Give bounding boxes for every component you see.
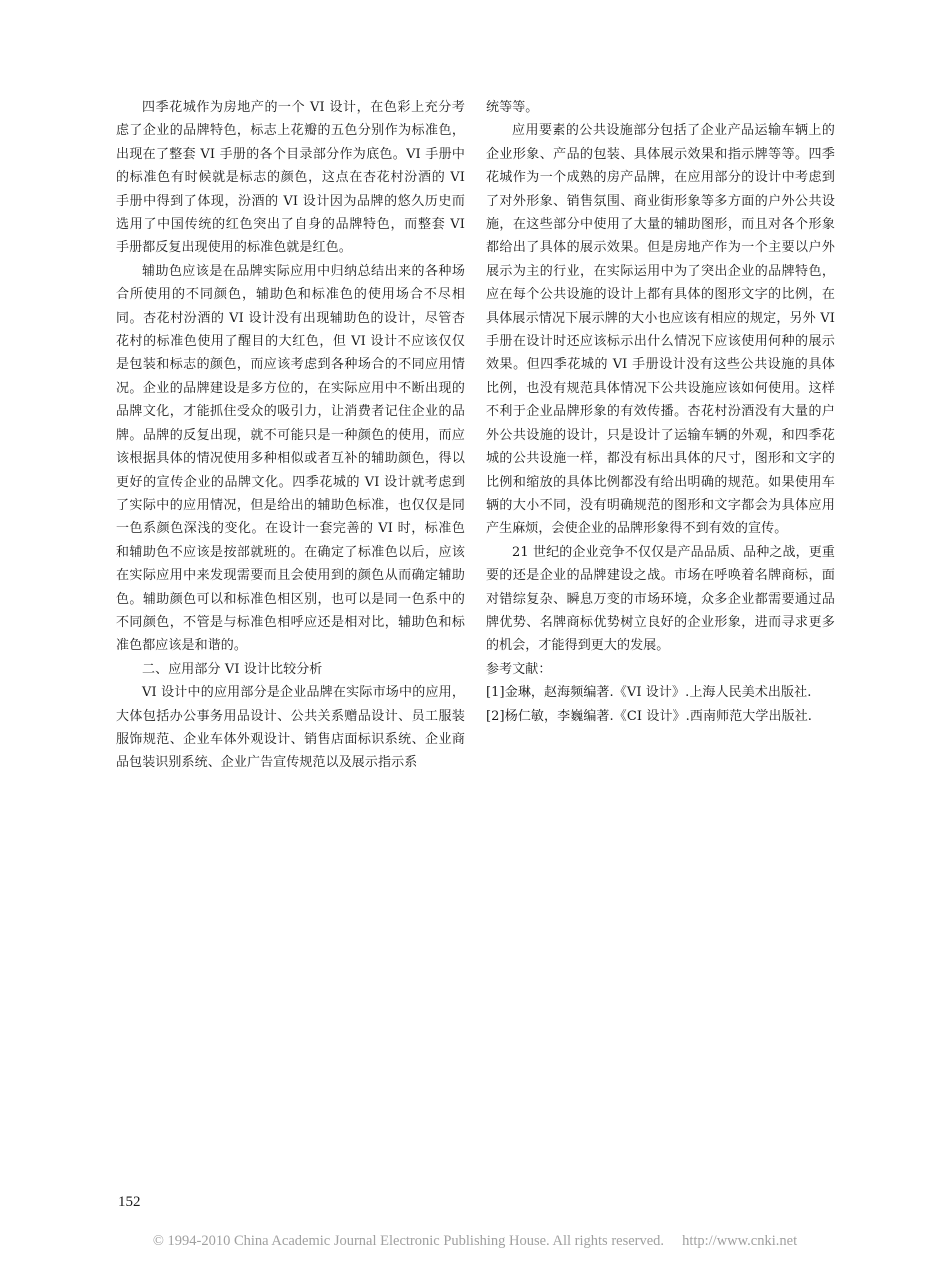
body-paragraph: 辅助色应该是在品牌实际应用中归纳总结出来的各种场合所使用的不同颜色，辅助色和标准色的使用场合不尽相同。杏花村汾酒的 VI 设计没有出现辅助色的设计，尽管杏花村的标准色使用了醒目的大红色，但 VI 设计不应该仅仅是包装和标志的颜色，而应该考虑到各种场合的不同应用情况。企业的品牌建设是多方位的，在实际应用中不断出现的品牌文化，才能抓住受众的吸引力，让消费者记住企业的品牌。品牌的反复出现，就不可能只是一种颜色的使用，而应该根据具体的情况使用多种相似或者互补的辅助颜色，得以更好的宣传企业的品牌文化。四季花城的 VI 设计就考虑到了实际中的应用情况，但是给出的辅助色标准，也仅仅是同一色系颜色深浅的变化。在设计一套完善的 VI 时，标准色和辅助色不应该是按部就班的。在确定了标准色以后，应该在实际应用中来发现需要而且会使用到的颜色从而确定辅助色。辅助颜色可以和标准色相区别，也可以是同一色系中的不同颜色，不管是与标准色相呼应还是相对比，辅助色和标准色都应该是和谐的。 xyxy=(116,263,465,654)
paragraph-continuation: 统等等。 xyxy=(486,100,539,115)
right-column xyxy=(486,96,835,728)
copyright-text: © 1994-2010 China Academic Journal Electronic Publishing House. All rights reserved. xyxy=(152,1233,665,1249)
reference-item: [2]杨仁敏，李巍编著.《CI 设计》.西南师范大学出版社. xyxy=(486,708,813,724)
body-paragraph: VI 设计中的应用部分是企业品牌在实际市场中的应用，大体包括办公事务用品设计、公共关系赠品设计、员工服装服饰规范、企业车体外观设计、销售店面标识系统、企业商品包装识别系统、企业广告宣传规范以及展示指示系 xyxy=(116,685,465,771)
reference-item: [1]金琳，赵海频编著.《VI 设计》.上海人民美术出版社. xyxy=(486,685,812,701)
footer-url[interactable]: http://www.cnki.net xyxy=(682,1233,798,1249)
section-heading: 二、应用部分 VI 设计比较分析 xyxy=(142,661,323,677)
copyright-footer xyxy=(0,1233,950,1250)
body-paragraph: 应用要素的公共设施部分包括了企业产品运输车辆上的企业形象、产品的包装、具体展示效果和指示牌等等。四季花城作为一个成熟的房产品牌，在应用部分的设计中考虑到了对外形象、销售氛围、商业街形象等多方面的户外公共设施，在这些部分中使用了大量的辅助图形，而且对各个形象都给出了具体的展示效果。但是房地产作为一个主要以户外展示为主的行业，在实际运用中为了突出企业的品牌特色，应在每个公共设施的设计上都有具体的图形文字的比例，在具体展示情况下展示牌的大小也应该有相应的规定，另外 VI 手册在设计时还应该标示出什么情况下应该使用何种的展示效果。但四季花城的 VI 手册设计没有这些公共设施的具体比例，也没有规范具体情况下公共设施应该如何使用。这样不利于企业品牌形象的有效传播。杏花村汾酒没有大量的户外公共设施的设计，只是设计了运输车辆的外观，和四季花城的公共设施一样，都没有标出具体的尺寸，图形和文字的比例和缩放的具体比例都没有给出明确的规范。如果使用车辆的大小不同，没有明确规范的图形和文字都会为具体应用产生麻烦，会使企业的品牌形象得不到有效的宣传。 xyxy=(486,123,835,537)
left-column xyxy=(116,96,465,775)
body-paragraph: 四季花城作为房地产的一个 VI 设计，在色彩上充分考虑了企业的品牌特色，标志上花瓣的五色分别作为标准色，出现在了整套 VI 手册的各个目录部分作为底色。VI 手册中的标准色有时候就是标志的颜色，这点在杏花村汾酒的 VI 手册中得到了体现，汾酒的 VI 设计因为品牌的悠久历史而选用了中国传统的红色突出了自身的品牌特色，而整套 VI 手册都反复出现使用的标准色就是红色。 xyxy=(116,100,465,256)
references-title: 参考文献： xyxy=(486,661,552,677)
body-paragraph: 21 世纪的企业竞争不仅仅是产品品质、品种之战，更重要的还是企业的品牌建设之战。市场在呼唤着名牌商标，面对错综复杂、瞬息万变的市场环境，众多企业都需要通过品牌优势、名牌商标优势树立良好的企业形象，进而寻求更多的机会，才能得到更大的发展。 xyxy=(486,544,835,654)
page-number: 152 xyxy=(118,1194,141,1210)
